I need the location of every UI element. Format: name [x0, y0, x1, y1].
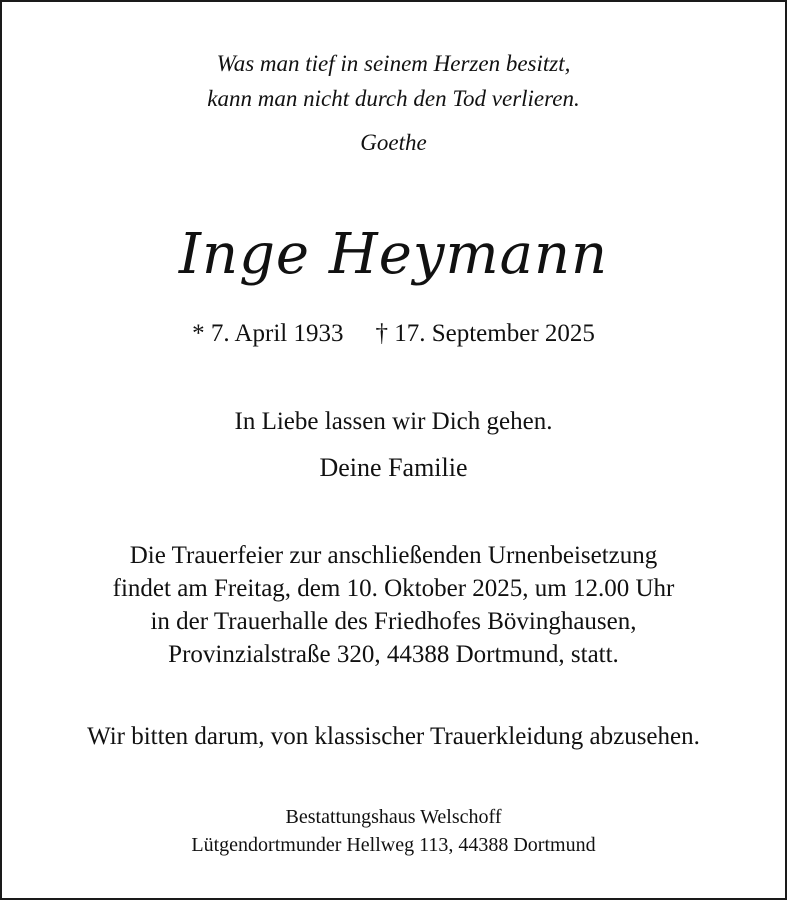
quote-line-2: kann man nicht durch den Tod verlieren. [207, 86, 580, 111]
ceremony-line-1: Die Trauerfeier zur anschließenden Urnenbeisetzung [129, 542, 658, 569]
deceased-name: Inge Heymann [178, 222, 609, 287]
death-date: † 17. September 2025 [375, 320, 595, 347]
ceremony-line-2: findet am Freitag, dem 10. Oktober 2025, um 12.00 Uhr [112, 575, 675, 602]
ceremony-line-4: Provinzialstraße 320, 44388 Dortmund, statt. [168, 641, 619, 668]
funeral-home-address: Lütgendortmunder Hellweg 113, 44388 Dortmund [191, 834, 596, 856]
funeral-home-name: Bestattungshaus Welschoff [285, 806, 502, 828]
birth-date: * 7. April 1933 [192, 320, 344, 347]
quote-author: Goethe [360, 130, 427, 155]
ceremony-line-3: in der Trauerhalle des Friedhofes Bövinghausen, [150, 608, 637, 635]
quote-line-1: Was man tief in seinem Herzen besitzt, [216, 51, 571, 76]
family-signature: Deine Familie [319, 453, 468, 482]
dress-note: Wir bitten darum, von klassischer Trauerkleidung abzusehen. [87, 723, 700, 750]
life-dates [2, 320, 785, 348]
farewell-text: In Liebe lassen wir Dich gehen. [234, 408, 553, 435]
